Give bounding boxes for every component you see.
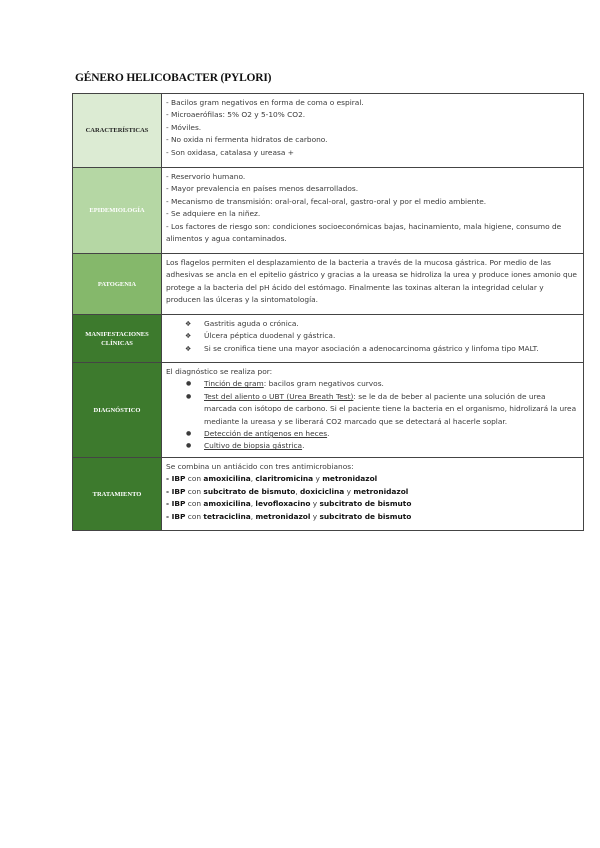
list-item: - Son oxidasa, catalasa y ureasa + xyxy=(166,147,294,157)
method-name: Detección de antígenos en heces xyxy=(204,429,328,439)
drug: tetraciclina xyxy=(203,511,251,521)
drug: metronidazol xyxy=(255,511,311,521)
list-item: - Bacilos gram negativos en forma de coma o espiral. xyxy=(166,98,364,107)
separator: , xyxy=(250,474,256,484)
document-title: GÉNERO HELICOBACTER (PYLORI) xyxy=(75,72,272,84)
treatment-line xyxy=(166,473,580,485)
tratamiento-intro: Se combina un antiácido con tres antimicrobianos: xyxy=(166,462,354,471)
list-item: - Móviles. xyxy=(166,122,202,132)
row-content-diagnostico xyxy=(162,363,584,458)
drug: claritromicina xyxy=(255,474,314,484)
list-item: - No oxida ni fermenta hidratos de carbono. xyxy=(166,135,328,145)
list-item xyxy=(166,391,580,428)
method-name: Cultivo de biopsia gástrica xyxy=(204,441,303,451)
table-row xyxy=(73,458,584,531)
treatment-line xyxy=(166,498,580,510)
connector: con xyxy=(185,499,204,509)
dash: - xyxy=(166,511,172,521)
method-description: . xyxy=(327,429,330,439)
drug-ibp: IBP xyxy=(171,499,186,509)
drug-ibp: IBP xyxy=(171,486,186,496)
list-item xyxy=(166,378,580,390)
list-item: - Reservorio humano. xyxy=(166,172,246,181)
connector: y xyxy=(344,486,354,496)
list-item xyxy=(166,428,580,440)
manifestaciones-list xyxy=(166,318,580,355)
separator: , xyxy=(250,511,256,521)
row-content-patogenia: Los flagelos permiten el desplazamiento de la bacteria a través de la mucosa gástrica. Por medio de las adhesivas se ancla en el epitelio gástrico y gracias a la ureasa se hidroliza la urea y produce iones amonio que protege a la bacteria del pH ácido del estómago. Finalmente las toxinas alteran la integridad celular y producen las úlceras y la sintomatología. xyxy=(162,254,584,315)
row-content-tratamiento xyxy=(162,458,584,531)
row-content-epidemiologia xyxy=(162,168,584,254)
drug-ibp: IBP xyxy=(171,474,186,484)
separator: , xyxy=(295,486,301,496)
connector: y xyxy=(310,499,320,509)
method-name: Test del aliento o UBT (Urea Breath Test) xyxy=(204,391,354,401)
table-row xyxy=(73,168,584,254)
method-name: Tinción de gram xyxy=(204,379,264,389)
diagnostico-list xyxy=(166,378,580,452)
info-table xyxy=(72,93,584,531)
list-item: - Mecanismo de transmisión: oral-oral, fecal-oral, gastro-oral y por el medio ambiente. xyxy=(166,196,487,206)
list-item: ❖ Úlcera péptica duodenal y gástrica. xyxy=(166,330,580,342)
drug: subcitrato de bismuto xyxy=(203,486,296,496)
list-item xyxy=(166,440,580,452)
row-label-diagnostico: DIAGNÓSTICO xyxy=(73,363,162,458)
table-row xyxy=(73,254,584,315)
list-item: ❖ Gastritis aguda o crónica. xyxy=(166,318,580,330)
row-label-manifestaciones: MANIFESTACIONES CLÍNICAS xyxy=(73,315,162,363)
table-row xyxy=(73,315,584,363)
dash: - xyxy=(166,499,172,509)
treatment-line xyxy=(166,511,580,523)
row-label-epidemiologia: EPIDEMIOLOGÍA xyxy=(73,168,162,254)
row-content-manifestaciones xyxy=(162,315,584,363)
drug: metronidazol xyxy=(353,486,409,496)
separator: , xyxy=(250,499,256,509)
row-content-caracteristicas xyxy=(162,94,584,168)
list-item: - Los factores de riesgo son: condiciones socioeconómicas bajas, hacinamiento, mala higiene, consumo de alimentos y agua contaminados. xyxy=(166,221,562,244)
list-item: ❖ Si se cronifica tiene una mayor asociación a adenocarcinoma gástrico y linfoma tipo MALT. xyxy=(166,343,580,355)
dash: - xyxy=(166,486,172,496)
connector: con xyxy=(185,474,204,484)
connector: y xyxy=(313,474,323,484)
dash: - xyxy=(166,474,172,484)
connector: con xyxy=(185,486,204,496)
drug: amoxicilina xyxy=(203,474,251,484)
row-label-tratamiento: TRATAMIENTO xyxy=(73,458,162,531)
drug: metronidazol xyxy=(322,474,378,484)
connector: y xyxy=(310,511,320,521)
method-description: : se le da de beber al paciente una solución de urea marcada con isótopo de carbono. Si el paciente tiene la bacteria en el organismo, hidrolizará la urea mediante la ureasa y se liberará CO2 marcado que se detectará al hacerle soplar. xyxy=(204,391,577,426)
method-description: : bacilos gram negativos curvos. xyxy=(263,379,384,389)
row-label-patogenia: PATOGENIA xyxy=(73,254,162,315)
drug: subcitrato de bismuto xyxy=(319,499,412,509)
drug: amoxicilina xyxy=(203,499,251,509)
table-row xyxy=(73,94,584,168)
list-item: - Microaerófilas: 5% O2 y 5-10% CO2. xyxy=(166,110,306,120)
row-label-caracteristicas: CARACTERÍSTICAS xyxy=(73,94,162,168)
table-row xyxy=(73,363,584,458)
treatment-line xyxy=(166,486,580,498)
drug: levofloxacino xyxy=(255,499,311,509)
drug: subcitrato de bismuto xyxy=(319,511,412,521)
connector: con xyxy=(185,511,204,521)
list-item: - Mayor prevalencia en países menos desarrollados. xyxy=(166,184,359,194)
diagnostico-intro: El diagnóstico se realiza por: xyxy=(166,367,273,376)
method-description: . xyxy=(302,441,305,451)
drug-ibp: IBP xyxy=(171,511,186,521)
list-item: - Se adquiere en la niñez. xyxy=(166,209,261,219)
drug: doxiciclina xyxy=(300,486,345,496)
